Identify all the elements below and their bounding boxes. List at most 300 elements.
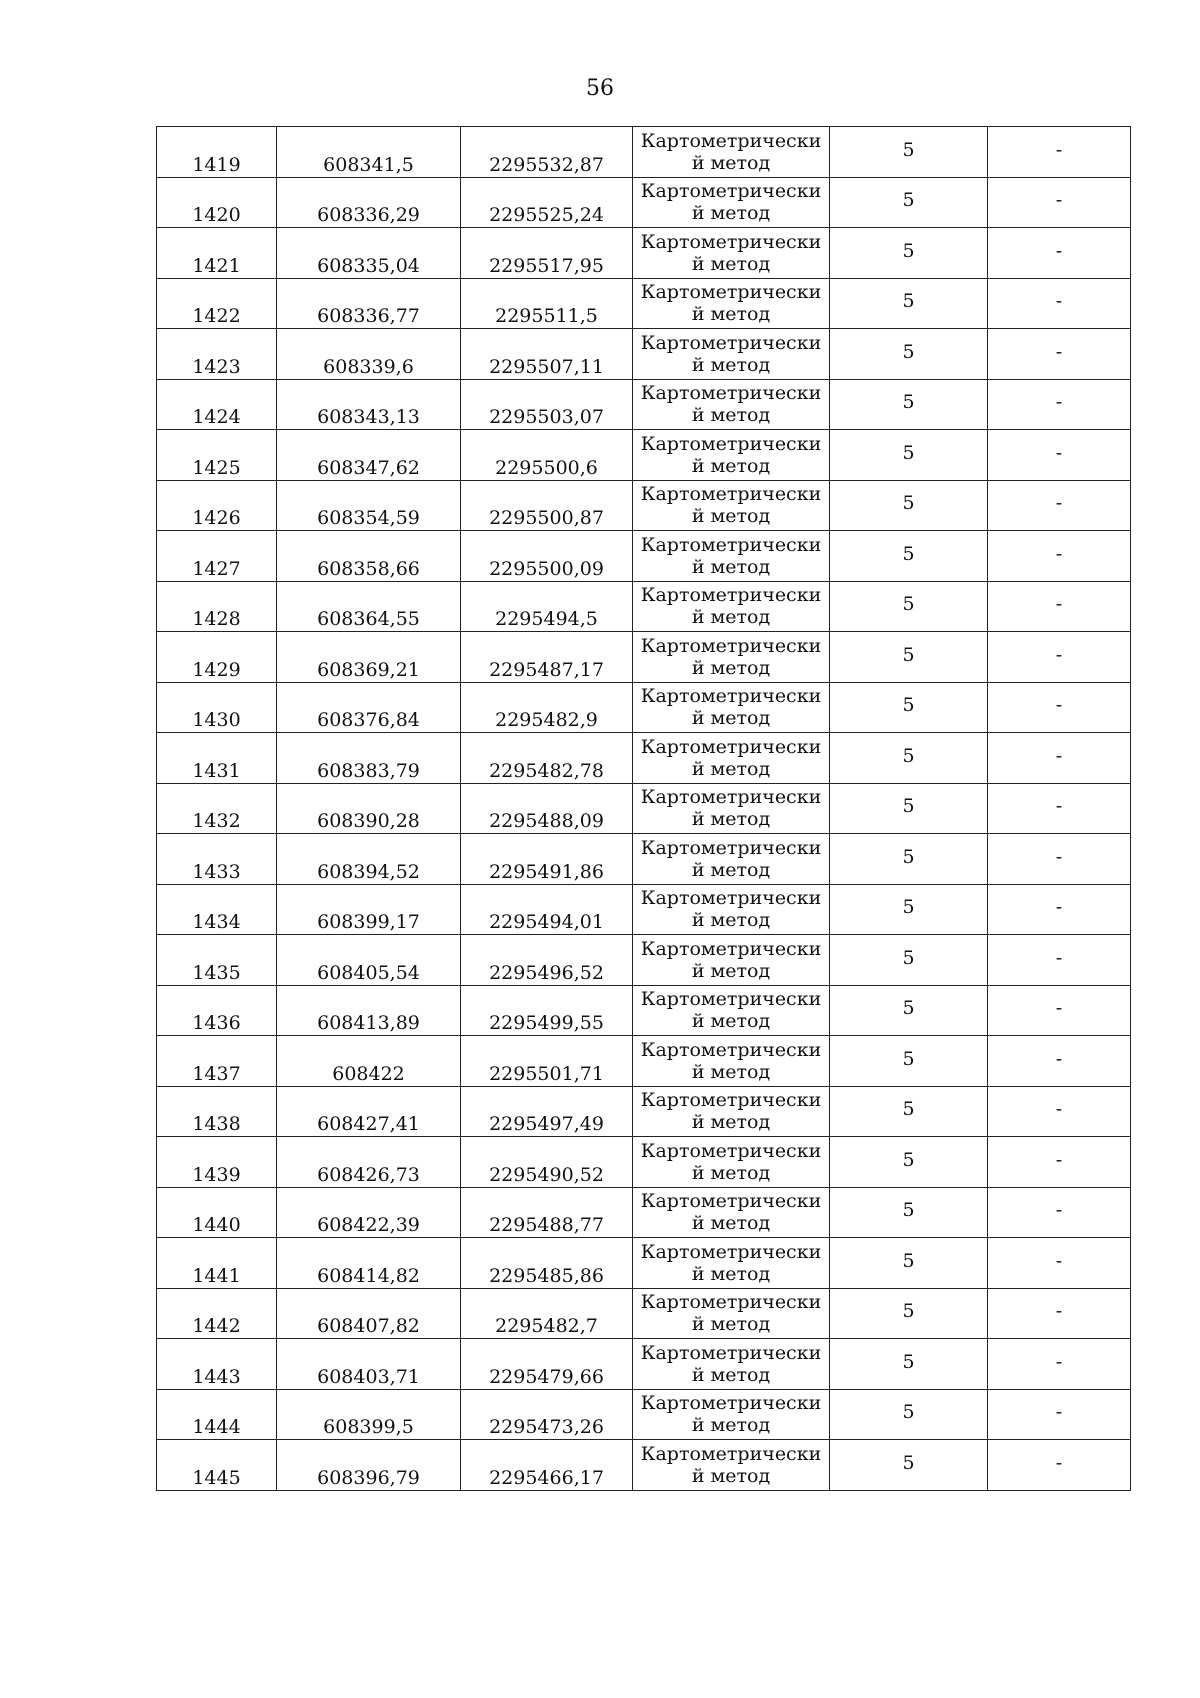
note-cell-text: -	[1055, 1098, 1063, 1121]
page-number: 56	[586, 76, 614, 101]
point-number-cell-text: 1445	[192, 1466, 241, 1489]
y-coordinate-cell	[461, 985, 633, 1036]
x-coordinate-cell	[277, 531, 461, 582]
x-coordinate-cell-text: 608396,79	[317, 1466, 420, 1489]
table-row	[157, 177, 1131, 228]
point-number-cell-text: 1439	[192, 1163, 241, 1186]
note-cell-text: -	[1055, 340, 1063, 363]
x-coordinate-cell	[277, 1440, 461, 1491]
point-number-cell-text: 1425	[192, 456, 241, 479]
method-cell	[633, 1389, 830, 1440]
point-number-cell	[157, 228, 277, 279]
table-row	[157, 1339, 1131, 1390]
y-coordinate-cell	[461, 1086, 633, 1137]
note-cell	[988, 379, 1131, 430]
y-coordinate-cell	[461, 1036, 633, 1087]
y-coordinate-cell-text: 2295487,17	[489, 658, 604, 681]
point-number-cell	[157, 480, 277, 531]
method-cell-text: Картометрически й метод	[640, 1038, 822, 1083]
table-row	[157, 783, 1131, 834]
point-number-cell	[157, 682, 277, 733]
x-coordinate-cell-text: 608347,62	[317, 456, 420, 479]
table-row	[157, 127, 1131, 178]
accuracy-cell-text: 5	[902, 239, 915, 262]
note-cell	[988, 177, 1131, 228]
x-coordinate-cell	[277, 1137, 461, 1188]
method-cell-text: Картометрически й метод	[640, 533, 822, 578]
y-coordinate-cell-text: 2295494,01	[489, 911, 604, 933]
point-number-cell	[157, 329, 277, 380]
y-coordinate-cell-text: 2295496,52	[489, 961, 604, 984]
x-coordinate-cell	[277, 278, 461, 329]
method-cell	[633, 1238, 830, 1289]
y-coordinate-cell	[461, 884, 633, 935]
point-number-cell-text: 1433	[192, 860, 241, 883]
note-cell	[988, 228, 1131, 279]
method-cell	[633, 1137, 830, 1188]
point-number-cell-text: 1428	[192, 608, 241, 630]
y-coordinate-cell	[461, 1288, 633, 1339]
method-cell-text: Картометрически й метод	[640, 1392, 822, 1437]
table-row	[157, 581, 1131, 632]
accuracy-cell-text: 5	[902, 1047, 915, 1070]
x-coordinate-cell	[277, 329, 461, 380]
method-cell	[633, 834, 830, 885]
x-coordinate-cell-text: 608405,54	[317, 961, 420, 984]
note-cell-text: -	[1055, 795, 1063, 818]
accuracy-cell-text: 5	[902, 1098, 915, 1121]
note-cell	[988, 682, 1131, 733]
point-number-cell-text: 1438	[192, 1113, 241, 1135]
method-cell-text: Картометрически й метод	[640, 382, 822, 427]
x-coordinate-cell-text: 608358,66	[317, 557, 420, 580]
note-cell-text: -	[1055, 391, 1063, 414]
y-coordinate-cell-text: 2295482,78	[489, 759, 604, 782]
accuracy-cell-text: 5	[902, 1249, 915, 1272]
x-coordinate-cell-text: 608341,5	[323, 153, 414, 176]
accuracy-cell-text: 5	[902, 492, 915, 515]
table-row	[157, 531, 1131, 582]
point-number-cell-text: 1437	[192, 1062, 241, 1085]
accuracy-cell-text: 5	[902, 340, 915, 363]
point-number-cell-text: 1420	[192, 204, 241, 226]
note-cell	[988, 1036, 1131, 1087]
table-row	[157, 379, 1131, 430]
point-number-cell-text: 1440	[192, 1214, 241, 1236]
point-number-cell	[157, 1036, 277, 1087]
point-number-cell	[157, 1389, 277, 1440]
method-cell-text: Картометрически й метод	[640, 281, 822, 326]
y-coordinate-cell-text: 2295503,07	[489, 406, 604, 428]
accuracy-cell-text: 5	[902, 1451, 915, 1474]
x-coordinate-cell-text: 608414,82	[317, 1264, 420, 1287]
y-coordinate-cell	[461, 1187, 633, 1238]
point-number-cell	[157, 632, 277, 683]
accuracy-cell-text: 5	[902, 189, 915, 212]
x-coordinate-cell	[277, 480, 461, 531]
point-number-cell-text: 1426	[192, 507, 241, 529]
x-coordinate-cell-text: 608399,17	[317, 911, 420, 933]
y-coordinate-cell-text: 2295507,11	[489, 355, 604, 378]
accuracy-cell	[830, 1389, 988, 1440]
note-cell	[988, 278, 1131, 329]
note-cell	[988, 1187, 1131, 1238]
point-number-cell-text: 1441	[192, 1264, 241, 1287]
table-row	[157, 1389, 1131, 1440]
note-cell-text: -	[1055, 845, 1063, 868]
y-coordinate-cell-text: 2295494,5	[495, 608, 598, 630]
x-coordinate-cell	[277, 430, 461, 481]
y-coordinate-cell	[461, 682, 633, 733]
x-coordinate-cell-text: 608343,13	[317, 406, 420, 428]
method-cell-text: Картометрически й метод	[640, 1139, 822, 1184]
note-cell-text: -	[1055, 1300, 1063, 1323]
y-coordinate-cell	[461, 480, 633, 531]
y-coordinate-cell-text: 2295488,77	[489, 1214, 604, 1236]
accuracy-cell	[830, 1137, 988, 1188]
y-coordinate-cell-text: 2295499,55	[489, 1012, 604, 1034]
accuracy-cell-text: 5	[902, 290, 915, 313]
y-coordinate-cell	[461, 733, 633, 784]
accuracy-cell-text: 5	[902, 542, 915, 565]
point-number-cell-text: 1442	[192, 1315, 241, 1337]
note-cell-text: -	[1055, 239, 1063, 262]
method-cell	[633, 329, 830, 380]
accuracy-cell-text: 5	[902, 795, 915, 818]
accuracy-cell	[830, 177, 988, 228]
table-row	[157, 1440, 1131, 1491]
x-coordinate-cell-text: 608399,5	[323, 1416, 414, 1438]
x-coordinate-cell-text: 608422,39	[317, 1214, 420, 1236]
accuracy-cell	[830, 985, 988, 1036]
table-row	[157, 682, 1131, 733]
accuracy-cell	[830, 1339, 988, 1390]
table-row	[157, 1086, 1131, 1137]
point-number-cell-text: 1419	[192, 153, 241, 176]
x-coordinate-cell	[277, 733, 461, 784]
x-coordinate-cell	[277, 127, 461, 178]
method-cell-text: Картометрически й метод	[640, 1442, 822, 1487]
y-coordinate-cell-text: 2295501,71	[489, 1062, 604, 1085]
note-cell	[988, 581, 1131, 632]
x-coordinate-cell	[277, 1238, 461, 1289]
point-number-cell	[157, 783, 277, 834]
accuracy-cell-text: 5	[902, 946, 915, 969]
method-cell	[633, 935, 830, 986]
method-cell	[633, 480, 830, 531]
note-cell-text: -	[1055, 997, 1063, 1020]
note-cell	[988, 329, 1131, 380]
note-cell-text: -	[1055, 1350, 1063, 1373]
method-cell	[633, 985, 830, 1036]
point-number-cell	[157, 581, 277, 632]
accuracy-cell	[830, 379, 988, 430]
note-cell-text: -	[1055, 1047, 1063, 1070]
x-coordinate-cell-text: 608407,82	[317, 1315, 420, 1337]
method-cell-text: Картометрически й метод	[640, 331, 822, 376]
accuracy-cell-text: 5	[902, 1148, 915, 1171]
note-cell-text: -	[1055, 1401, 1063, 1424]
point-number-cell-text: 1424	[192, 406, 241, 428]
y-coordinate-cell-text: 2295488,09	[489, 810, 604, 832]
method-cell-text: Картометрически й метод	[640, 786, 822, 831]
accuracy-cell-text: 5	[902, 391, 915, 414]
method-cell	[633, 379, 830, 430]
y-coordinate-cell-text: 2295482,9	[495, 709, 598, 731]
point-number-cell	[157, 1238, 277, 1289]
note-cell-text: -	[1055, 593, 1063, 616]
method-cell-text: Картометрически й метод	[640, 634, 822, 679]
x-coordinate-cell	[277, 834, 461, 885]
point-number-cell-text: 1444	[192, 1416, 241, 1438]
method-cell	[633, 1339, 830, 1390]
x-coordinate-cell	[277, 1389, 461, 1440]
table-row	[157, 430, 1131, 481]
table-row	[157, 884, 1131, 935]
accuracy-cell-text: 5	[902, 694, 915, 717]
accuracy-cell-text: 5	[902, 1401, 915, 1424]
y-coordinate-cell-text: 2295479,66	[489, 1365, 604, 1388]
y-coordinate-cell-text: 2295517,95	[489, 254, 604, 277]
accuracy-cell	[830, 581, 988, 632]
note-cell-text: -	[1055, 138, 1063, 161]
method-cell	[633, 733, 830, 784]
y-coordinate-cell	[461, 632, 633, 683]
accuracy-cell	[830, 1238, 988, 1289]
note-cell-text: -	[1055, 643, 1063, 666]
note-cell	[988, 1440, 1131, 1491]
accuracy-cell	[830, 1288, 988, 1339]
point-number-cell	[157, 884, 277, 935]
y-coordinate-cell	[461, 1238, 633, 1289]
note-cell-text: -	[1055, 896, 1063, 919]
accuracy-cell	[830, 531, 988, 582]
method-cell	[633, 1187, 830, 1238]
y-coordinate-cell-text: 2295482,7	[495, 1315, 598, 1337]
note-cell	[988, 884, 1131, 935]
accuracy-cell	[830, 884, 988, 935]
y-coordinate-cell	[461, 379, 633, 430]
y-coordinate-cell	[461, 127, 633, 178]
method-cell-text: Картометрически й метод	[640, 887, 822, 932]
method-cell	[633, 1288, 830, 1339]
method-cell-text: Картометрически й метод	[640, 180, 822, 225]
x-coordinate-cell	[277, 884, 461, 935]
accuracy-cell-text: 5	[902, 845, 915, 868]
accuracy-cell	[830, 834, 988, 885]
note-cell	[988, 783, 1131, 834]
y-coordinate-cell-text: 2295532,87	[489, 153, 604, 176]
point-number-cell-text: 1431	[192, 759, 241, 782]
note-cell	[988, 985, 1131, 1036]
accuracy-cell	[830, 278, 988, 329]
x-coordinate-cell	[277, 783, 461, 834]
point-number-cell	[157, 430, 277, 481]
table-row	[157, 278, 1131, 329]
note-cell-text: -	[1055, 1249, 1063, 1272]
method-cell	[633, 581, 830, 632]
x-coordinate-cell-text: 608336,29	[317, 204, 420, 226]
accuracy-cell	[830, 1086, 988, 1137]
x-coordinate-cell	[277, 935, 461, 986]
x-coordinate-cell	[277, 1187, 461, 1238]
x-coordinate-cell-text: 608427,41	[317, 1113, 420, 1135]
method-cell	[633, 531, 830, 582]
x-coordinate-cell-text: 608383,79	[317, 759, 420, 782]
point-number-cell-text: 1429	[192, 658, 241, 681]
table-row	[157, 733, 1131, 784]
x-coordinate-cell-text: 608339,6	[323, 355, 414, 378]
accuracy-cell	[830, 632, 988, 683]
table-row	[157, 985, 1131, 1036]
method-cell-text: Картометрически й метод	[640, 1089, 822, 1134]
x-coordinate-cell	[277, 985, 461, 1036]
table-row	[157, 632, 1131, 683]
note-cell	[988, 430, 1131, 481]
note-cell-text: -	[1055, 542, 1063, 565]
y-coordinate-cell	[461, 430, 633, 481]
note-cell-text: -	[1055, 492, 1063, 515]
method-cell-text: Картометрически й метод	[640, 1240, 822, 1285]
point-number-cell	[157, 1137, 277, 1188]
accuracy-cell-text: 5	[902, 997, 915, 1020]
note-cell	[988, 1238, 1131, 1289]
accuracy-cell	[830, 935, 988, 986]
accuracy-cell	[830, 783, 988, 834]
x-coordinate-cell-text: 608390,28	[317, 810, 420, 832]
method-cell	[633, 228, 830, 279]
x-coordinate-cell-text: 608376,84	[317, 709, 420, 731]
point-number-cell-text: 1422	[192, 305, 241, 327]
accuracy-cell	[830, 1440, 988, 1491]
note-cell-text: -	[1055, 290, 1063, 313]
y-coordinate-cell-text: 2295500,6	[495, 456, 598, 479]
x-coordinate-cell	[277, 682, 461, 733]
point-number-cell	[157, 1440, 277, 1491]
point-number-cell-text: 1435	[192, 961, 241, 984]
note-cell	[988, 733, 1131, 784]
point-number-cell-text: 1427	[192, 557, 241, 580]
note-cell	[988, 127, 1131, 178]
table-row	[157, 1137, 1131, 1188]
y-coordinate-cell	[461, 278, 633, 329]
y-coordinate-cell	[461, 329, 633, 380]
y-coordinate-cell-text: 2295485,86	[489, 1264, 604, 1287]
point-number-cell	[157, 531, 277, 582]
y-coordinate-cell	[461, 1137, 633, 1188]
note-cell-text: -	[1055, 1451, 1063, 1474]
method-cell-text: Картометрически й метод	[640, 230, 822, 275]
y-coordinate-cell	[461, 834, 633, 885]
accuracy-cell	[830, 1036, 988, 1087]
method-cell-text: Картометрически й метод	[640, 685, 822, 730]
method-cell-text: Картометрически й метод	[640, 1291, 822, 1336]
point-number-cell	[157, 1339, 277, 1390]
table-row	[157, 480, 1131, 531]
accuracy-cell-text: 5	[902, 593, 915, 616]
accuracy-cell	[830, 329, 988, 380]
y-coordinate-cell-text: 2295511,5	[495, 305, 598, 327]
note-cell	[988, 1389, 1131, 1440]
y-coordinate-cell-text: 2295490,52	[489, 1163, 604, 1186]
accuracy-cell	[830, 127, 988, 178]
point-number-cell	[157, 935, 277, 986]
x-coordinate-cell	[277, 1288, 461, 1339]
x-coordinate-cell	[277, 1036, 461, 1087]
note-cell	[988, 1137, 1131, 1188]
note-cell	[988, 632, 1131, 683]
method-cell-text: Картометрически й метод	[640, 988, 822, 1033]
table-row	[157, 1036, 1131, 1087]
y-coordinate-cell	[461, 935, 633, 986]
method-cell	[633, 884, 830, 935]
method-cell-text: Картометрически й метод	[640, 1341, 822, 1386]
point-number-cell	[157, 985, 277, 1036]
point-number-cell-text: 1430	[192, 709, 241, 731]
note-cell	[988, 935, 1131, 986]
x-coordinate-cell-text: 608394,52	[317, 860, 420, 883]
point-number-cell-text: 1436	[192, 1012, 241, 1034]
x-coordinate-cell	[277, 1339, 461, 1390]
accuracy-cell-text: 5	[902, 1199, 915, 1222]
method-cell	[633, 430, 830, 481]
point-number-cell	[157, 379, 277, 430]
accuracy-cell-text: 5	[902, 744, 915, 767]
table-row	[157, 834, 1131, 885]
x-coordinate-cell-text: 608426,73	[317, 1163, 420, 1186]
y-coordinate-cell-text: 2295497,49	[489, 1113, 604, 1135]
note-cell-text: -	[1055, 946, 1063, 969]
method-cell	[633, 1440, 830, 1491]
table-row	[157, 228, 1131, 279]
y-coordinate-cell-text: 2295491,86	[489, 860, 604, 883]
note-cell-text: -	[1055, 441, 1063, 464]
method-cell-text: Картометрически й метод	[640, 937, 822, 982]
table-row	[157, 1238, 1131, 1289]
point-number-cell-text: 1432	[192, 810, 241, 832]
method-cell-text: Картометрически й метод	[640, 432, 822, 477]
y-coordinate-cell	[461, 783, 633, 834]
y-coordinate-cell	[461, 1389, 633, 1440]
point-number-cell-text: 1434	[192, 911, 241, 933]
note-cell	[988, 1288, 1131, 1339]
y-coordinate-cell	[461, 177, 633, 228]
note-cell	[988, 834, 1131, 885]
table-row	[157, 1288, 1131, 1339]
point-number-cell	[157, 127, 277, 178]
method-cell-text: Картометрически й метод	[640, 735, 822, 780]
x-coordinate-cell-text: 608335,04	[317, 254, 420, 277]
coordinates-table-body	[157, 127, 1131, 1491]
x-coordinate-cell	[277, 379, 461, 430]
y-coordinate-cell-text: 2295525,24	[489, 204, 604, 226]
accuracy-cell-text: 5	[902, 896, 915, 919]
coordinates-table	[156, 126, 1131, 1491]
point-number-cell	[157, 177, 277, 228]
y-coordinate-cell	[461, 1339, 633, 1390]
note-cell	[988, 1339, 1131, 1390]
table-row	[157, 329, 1131, 380]
y-coordinate-cell	[461, 1440, 633, 1491]
x-coordinate-cell-text: 608364,55	[317, 608, 420, 630]
method-cell	[633, 632, 830, 683]
accuracy-cell	[830, 480, 988, 531]
method-cell	[633, 1036, 830, 1087]
x-coordinate-cell	[277, 581, 461, 632]
method-cell	[633, 682, 830, 733]
y-coordinate-cell-text: 2295473,26	[489, 1416, 604, 1438]
accuracy-cell-text: 5	[902, 643, 915, 666]
